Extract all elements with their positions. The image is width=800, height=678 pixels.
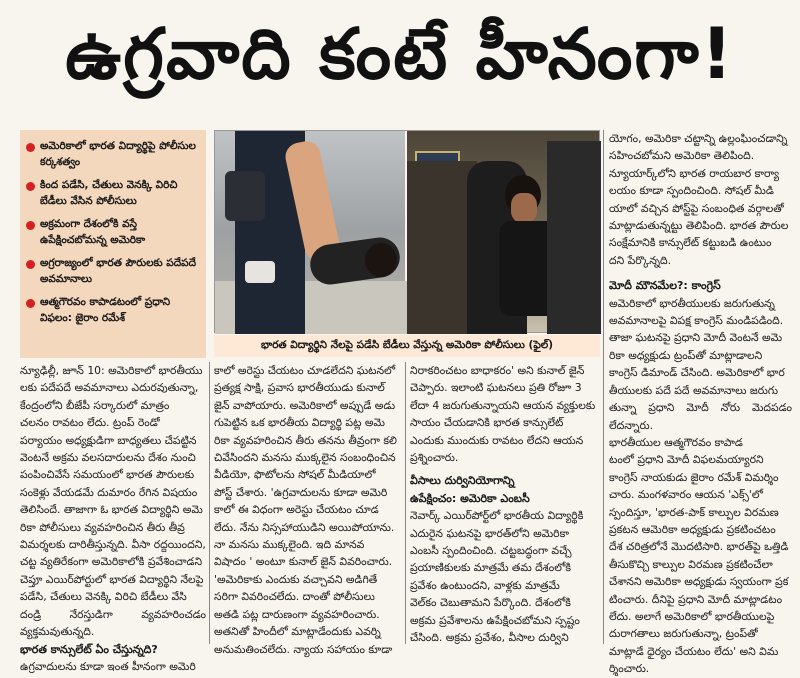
text-line: సహించబోమని అమెరికా తెలిపింది.: [609, 149, 755, 163]
text-line: నిరాకరించటం బాధాకరం' అని కునాల్ జైన్: [410, 364, 585, 377]
subheading: ఉపేక్షించం: అమెరికా ఎంబసీ: [410, 491, 530, 505]
text-line: తున్నా ప్రధాని మోదీ నోరు మెదపడం లేదన్నారు.: [609, 401, 792, 432]
red-dot-bullet-icon: [26, 260, 35, 269]
text-line: వెంటనే అక్రమ వలసదారులను దేశం నుంచి: [20, 451, 196, 465]
text-line: ప్రయాణికులకు మాత్రమే తమ దేశంలోకి: [410, 561, 572, 575]
text-line: లేదు. అలాగే అమెరికాలో భారతీయులపై: [609, 609, 775, 623]
text-line: నా మనసు ముక్కలైంది. ఇది మానవ: [214, 538, 365, 552]
text-line: సాయం చేయడానికి భారత కాన్సులేట్: [410, 416, 564, 430]
highlight-text: అక్రమంగా దేశంలోకి వస్తే ఉపేక్షించబోమన్న అమెరికా: [40, 218, 146, 246]
text-line: చేసింది. అక్రమ ప్రవేశం, వీసాల దుర్విని: [410, 631, 569, 645]
text-line: టించారు. దీనిపై ప్రధాని మోదీ మాట్లాడటం: [609, 592, 783, 606]
highlight-item: [26, 255, 200, 287]
text-line: సరిగా వివరించలేదు. దాంతో పోలీసులు: [214, 590, 375, 604]
text-line: అతడి పట్ల దారుణంగా వ్యవహరించారు.: [214, 607, 380, 621]
text-line: స్పందిస్తూ, 'భారత-పాక్ కాల్పుల విరమణ: [609, 505, 779, 519]
column-divider: [603, 130, 604, 644]
text-line: దని పేర్కొన్నది.: [609, 253, 672, 267]
text-line: లేదు. నేను నిస్సహాయుడిని అయిపోయాను.: [214, 520, 395, 534]
text-line: అమెరికాలో భారతీయులకు జరుగుతున్న: [609, 296, 775, 310]
text-line: చేశానని అమెరికా అధ్యక్షుడు స్వయంగా ప్రక: [609, 575, 789, 589]
text-line: టంలో ప్రధాని మోదీ విఫలమయ్యారని: [609, 453, 764, 467]
text-line: తీసుకొచ్చి కాల్పుల విరమణ ప్రకటించేలా: [609, 557, 773, 571]
text-line: విమర్శలకు దారితీస్తున్నది. వీసా రద్దయిందని,: [20, 538, 206, 552]
text-line: జైన్ వాపోయారు. అమెరికాలో అప్పుడే అడు: [214, 398, 396, 412]
highlight-item: [26, 177, 200, 209]
text-line: మాట్లాడే ధైర్యం చేయటం లేదు' అని విమ: [609, 644, 779, 658]
text-line: మాట్లాడుతున్నట్టు తెలిపింది. భారత పౌరుల: [609, 219, 789, 233]
highlight-text: అమెరికాలో భారత విద్యార్థిపై పోలీసుల కర్కశత్వం: [40, 140, 196, 168]
highlight-text: అగ్రరాజ్యంలో భారత పౌరులకు పదేపదే అవమానాలు: [40, 257, 197, 285]
highlights-box: [20, 130, 206, 358]
text-line: చివేసిందని మనసు ముక్కలైన సంబంధించిన: [214, 451, 396, 465]
text-line: పర్యాయం అధ్యక్షుడిగా బాధ్యతలు చేపట్టిన: [20, 433, 197, 447]
text-line: ప్రవేశం ఉంటుందని, వాళ్లకు మాత్రమే: [410, 578, 560, 592]
highlight-text: ఆత్మగౌరవం కాపాడటంలో ప్రధాని విఫలం: జైరాం రమేశ్: [40, 296, 171, 324]
photo-police-restraining-student: [215, 131, 405, 332]
photo-caption: భారత విద్యార్థిని నేలపై పడేసి బేడీలు వేస్తున్న అమెరికా పోలీసులు (ఫైల్): [214, 335, 600, 357]
text-line: పంపించివేసే సమయంలో భారత పౌరులకు: [20, 468, 195, 482]
article-column-2: [214, 362, 400, 658]
text-line: ఎంబసీ స్పందించింది. చట్టబద్ధంగా వచ్చే: [410, 544, 572, 558]
text-line: అనుమతించలేదు. న్యాయ సహాయం కూడా: [214, 642, 393, 656]
text-line: చారు. మంగళవారం ఆయన 'ఎక్స్'లో: [609, 488, 763, 502]
text-line: కాంగ్రెస్ నాయకుడు జైరాం రమేశ్ విమర్శిం: [609, 470, 779, 484]
article-column-1: [20, 362, 206, 675]
text-line: నెవార్క్ ఎయిర్‌పోర్ట్‌లో భారతీయ విద్యార్థికి: [410, 509, 584, 523]
text-line: తెలిసిందే. తాజాగా ఓ భారత విద్యార్థిని అమె: [20, 503, 203, 517]
text-line: దేశ చరిత్రలోనే మొదటిసారి. భారత్‌పై ఒత్తిడి: [609, 540, 789, 554]
text-line: యాలో వచ్చిన పోస్ట్‌పై సంబంధిత వర్గాలతో: [609, 201, 784, 215]
text-line: చెప్పారు. ఇలాంటి ఘటనలు ప్రతి రోజూ 3: [410, 381, 582, 395]
red-dot-bullet-icon: [26, 299, 35, 308]
text-line: రికా పోలీసులు వ్యవహరించిన తీరు తీవ్ర: [20, 520, 185, 534]
text-line: కాలో ఈ విధంగా అరెస్టు చేయటం చూడ: [214, 503, 379, 517]
text-line: న్యూయార్క్‌లోని భారత రాయబార కార్యా: [609, 166, 780, 180]
text-line: 'అమెరికాకు ఎందుకు వచ్చావని అడిగితే: [214, 572, 378, 586]
photo-student-held-by-police: [407, 131, 599, 332]
text-line: రికా అధ్యక్షుడు ట్రంప్‌తో మాట్లాడాలని: [609, 348, 763, 362]
text-line: ప్రత్యక్ష సాక్షి, ప్రవాస భారతీయుడు కునాల్: [214, 381, 385, 395]
text-line: సంకెళ్లు వేయడమే దుమారం రేగిన విషయం: [20, 485, 198, 499]
column-divider: [405, 362, 406, 644]
highlight-item: [26, 294, 200, 326]
text-line: దండ్రి నేరస్తుడిగా వ్యవహరించడం వ్యక్తమవుతున్నది.: [20, 607, 206, 639]
text-line: కాంగ్రెస్ డిమాండ్ చేసింది. అమెరికాలో భార: [609, 366, 785, 380]
highlight-item: [26, 216, 200, 248]
text-line: కాలో అరెస్టు చేయటం చూడలేదని ఘటనలో: [214, 364, 396, 377]
headline: ఉగ్రవాది కంటే హీనంగా!: [65, 12, 735, 95]
text-line: లయం కూడా స్పందించింది. సోషల్ మీడి: [609, 184, 774, 198]
red-dot-bullet-icon: [26, 221, 35, 230]
text-line: ఎదురైన ఘటనపై భారత్‌లోని అమెరికా: [410, 526, 569, 540]
text-line: న్యూఢిల్లీ, జూన్ 10: అమెరికాలో భారతీయు: [20, 364, 203, 377]
text-line: యోగం, అమెరికా చట్టాన్ని ఉల్లంఘించడాన్ని: [609, 132, 788, 145]
text-line: వీడియో, ఫొటోలను సోషల్ మీడియాలో: [214, 468, 376, 482]
text-line: అక్రమ ప్రవేశాలను ఉపేక్షించబోమని స్పష్టం: [410, 613, 580, 627]
highlight-text: కింద పడేసి, చేతులు వెనక్కి విరిచి బేడీలు వేసిన పోలీసులు: [40, 179, 178, 207]
text-line: ప్రకటన ఆమెరికా అధ్యక్షుడు ప్రకటించటం: [609, 522, 776, 536]
text-line: ర్శించారు.: [609, 662, 650, 676]
subheading: భారత కాన్సులేట్ ఏం చేస్తున్నది?: [20, 642, 158, 656]
text-line: ప్రశ్నించారు.: [410, 451, 459, 465]
red-dot-bullet-icon: [26, 182, 35, 191]
text-line: అవమానాలపై విపక్ష కాంగ్రెస్ మండిపడింది.: [609, 314, 784, 328]
text-line: సంక్షేమానికి కాన్సులేట్ కట్టుబడి ఉంటుం: [609, 236, 772, 250]
text-line: కేంద్రంలోని బీజేపీ సర్కారులో మాత్రం: [20, 398, 170, 412]
text-line: ఉగ్రవాదులను కూడా ఇంత హీనంగా అమెరి: [20, 659, 196, 673]
highlight-item: [26, 138, 200, 170]
text-line: పోస్ట్ చేశారు. 'ఉగ్రవాదులను కూడా అమెరి: [214, 485, 388, 499]
text-line: వెల్‌కం చెబుతామని పేర్కొంది. దేశంలోకి: [410, 596, 571, 610]
text-line: అతనితో హిందీలో మాట్లాడేందుకు ఎవర్ని: [214, 625, 381, 639]
red-dot-bullet-icon: [26, 143, 35, 152]
text-line: దురాగతాలు జరుగుతున్నా, ట్రంప్‌తో: [609, 627, 758, 641]
text-line: విషాదం ' అంటూ కునాల్ జైన్ వివరించారు.: [214, 555, 393, 569]
text-line: చట్ట వ్యతిరేకంగా అమెరికాలోకి ప్రవేశించాడని: [20, 555, 203, 569]
text-line: రికా వ్యవహరించిన తీరు తనను తీవ్రంగా కలి: [214, 433, 397, 447]
text-line: పడేసి, చేతులు వెనక్కి విరిచి బేడీలు వేసి: [20, 590, 187, 604]
text-line: లేదా 4 జరుగుతున్నాయని ఆయన వ్యక్తులకు: [410, 398, 596, 412]
text-line: చెప్తూ ఎయిర్‌పోర్టులో భారత విద్యార్థిని నేలపై: [20, 572, 204, 586]
text-line: తీయులకు పదే పదే అవమానాలు జరుగు: [609, 383, 778, 397]
text-line: లకు పదేపదే అవమానాలు ఎదురవుతున్నా,: [20, 381, 199, 395]
text-line: చలనం రావటం లేదు. ట్రంప్ రెండో: [20, 416, 160, 430]
article-column-3: [410, 362, 596, 647]
column-divider: [209, 362, 210, 644]
text-line: తాజా ఘటనపై ప్రధాని మోదీ వెంటనే అమె: [609, 331, 783, 345]
article-column-4: [609, 130, 792, 678]
subheading: మోదీ మౌనమేల?: కాంగ్రెస్: [609, 279, 721, 293]
text-line: భారతీయుల ఆత్మగౌరవం కాపాడ: [609, 435, 743, 449]
text-line: గుపెట్టిన ఒక భారతీయ విద్యార్థి పట్ల అమె: [214, 416, 385, 430]
news-photo: [214, 130, 600, 333]
text-line: ఎందుకు ముందుకు రావటం లేదని ఆయన: [410, 433, 584, 447]
subheading: వీసాలు దుర్వినియోగాన్ని: [410, 474, 515, 488]
